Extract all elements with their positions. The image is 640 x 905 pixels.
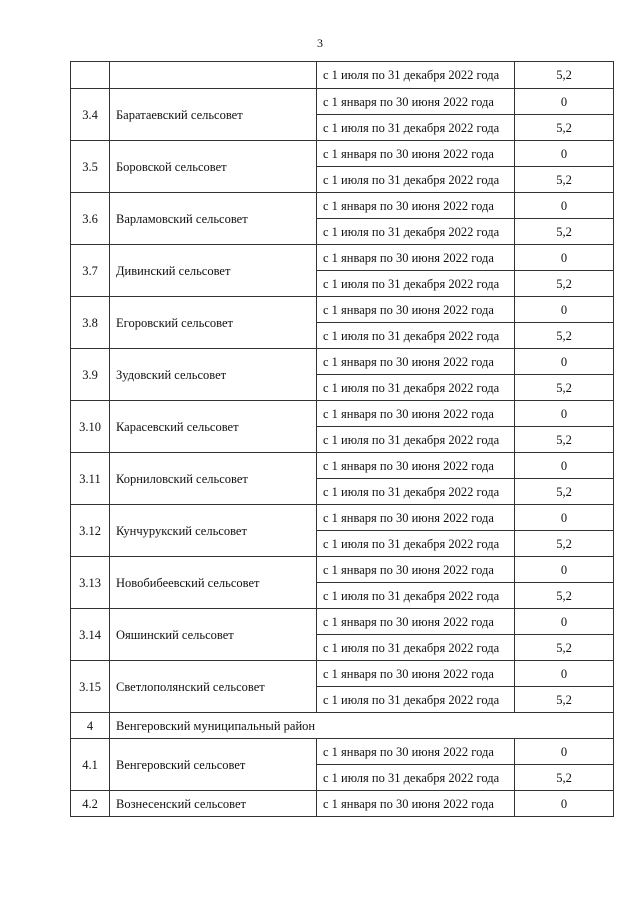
period-cell: с 1 июля по 31 декабря 2022 года [317, 687, 515, 713]
name-cell: Новобибеевский сельсовет [110, 557, 317, 609]
table-row [71, 89, 614, 115]
value-cell: 0 [515, 557, 614, 583]
value-cell: 0 [515, 297, 614, 323]
value-cell: 5,2 [515, 427, 614, 453]
num-cell: 3.7 [71, 245, 110, 297]
num-cell: 3.11 [71, 453, 110, 505]
name-cell: Варламовский сельсовет [110, 193, 317, 245]
table-row [71, 193, 614, 219]
value-cell: 5,2 [515, 115, 614, 141]
table-row [71, 739, 614, 765]
name-cell: Венгеровский сельсовет [110, 739, 317, 791]
period-cell: с 1 июля по 31 декабря 2022 года [317, 219, 515, 245]
period-cell: с 1 июля по 31 декабря 2022 года [317, 427, 515, 453]
num-cell: 3.14 [71, 609, 110, 661]
num-cell: 4.1 [71, 739, 110, 791]
tariff-table-body [71, 62, 614, 817]
table-row [71, 297, 614, 323]
value-cell: 5,2 [515, 583, 614, 609]
period-cell: с 1 января по 30 июня 2022 года [317, 557, 515, 583]
period-cell: с 1 июля по 31 декабря 2022 года [317, 765, 515, 791]
period-cell: с 1 июля по 31 декабря 2022 года [317, 531, 515, 557]
period-cell: с 1 января по 30 июня 2022 года [317, 141, 515, 167]
period-cell: с 1 января по 30 июня 2022 года [317, 453, 515, 479]
name-cell: Вознесенский сельсовет [110, 791, 317, 817]
num-cell: 3.9 [71, 349, 110, 401]
period-cell: с 1 июля по 31 декабря 2022 года [317, 62, 515, 89]
name-cell: Зудовский сельсовет [110, 349, 317, 401]
value-cell: 5,2 [515, 167, 614, 193]
table-row [71, 557, 614, 583]
period-cell: с 1 января по 30 июня 2022 года [317, 505, 515, 531]
table-row [71, 62, 614, 89]
period-cell: с 1 января по 30 июня 2022 года [317, 401, 515, 427]
table-row [71, 401, 614, 427]
table-row [71, 713, 614, 739]
num-cell: 3.13 [71, 557, 110, 609]
period-cell: с 1 января по 30 июня 2022 года [317, 739, 515, 765]
value-cell: 5,2 [515, 479, 614, 505]
table-row [71, 791, 614, 817]
value-cell: 0 [515, 89, 614, 115]
table-row [71, 661, 614, 687]
period-cell: с 1 января по 30 июня 2022 года [317, 245, 515, 271]
value-cell: 0 [515, 401, 614, 427]
num-cell [71, 62, 110, 89]
period-cell: с 1 июля по 31 декабря 2022 года [317, 375, 515, 401]
name-cell [110, 62, 317, 89]
num-cell: 3.5 [71, 141, 110, 193]
period-cell: с 1 июля по 31 декабря 2022 года [317, 167, 515, 193]
num-cell: 3.15 [71, 661, 110, 713]
period-cell: с 1 января по 30 июня 2022 года [317, 297, 515, 323]
num-cell: 3.10 [71, 401, 110, 453]
value-cell: 0 [515, 245, 614, 271]
period-cell: с 1 июля по 31 декабря 2022 года [317, 323, 515, 349]
table-row [71, 141, 614, 167]
name-cell: Светлополянский сельсовет [110, 661, 317, 713]
value-cell: 0 [515, 453, 614, 479]
value-cell: 5,2 [515, 323, 614, 349]
period-cell: с 1 января по 30 июня 2022 года [317, 609, 515, 635]
period-cell: с 1 июля по 31 декабря 2022 года [317, 479, 515, 505]
name-cell: Карасевский сельсовет [110, 401, 317, 453]
district-num-cell: 4 [71, 713, 110, 739]
num-cell: 3.4 [71, 89, 110, 141]
value-cell: 5,2 [515, 635, 614, 661]
period-cell: с 1 июля по 31 декабря 2022 года [317, 635, 515, 661]
period-cell: с 1 июля по 31 декабря 2022 года [317, 115, 515, 141]
value-cell: 0 [515, 505, 614, 531]
name-cell: Баратаевский сельсовет [110, 89, 317, 141]
page-number: 3 [317, 36, 323, 50]
value-cell: 0 [515, 349, 614, 375]
value-cell: 0 [515, 791, 614, 817]
num-cell: 3.8 [71, 297, 110, 349]
table-row [71, 609, 614, 635]
num-cell: 3.6 [71, 193, 110, 245]
period-cell: с 1 января по 30 июня 2022 года [317, 193, 515, 219]
period-cell: с 1 января по 30 июня 2022 года [317, 661, 515, 687]
name-cell: Корниловский сельсовет [110, 453, 317, 505]
period-cell: с 1 июля по 31 декабря 2022 года [317, 583, 515, 609]
period-cell: с 1 января по 30 июня 2022 года [317, 89, 515, 115]
value-cell: 0 [515, 661, 614, 687]
num-cell: 3.12 [71, 505, 110, 557]
period-cell: с 1 января по 30 июня 2022 года [317, 791, 515, 817]
period-cell: с 1 июля по 31 декабря 2022 года [317, 271, 515, 297]
value-cell: 5,2 [515, 62, 614, 89]
value-cell: 5,2 [515, 219, 614, 245]
name-cell: Боровской сельсовет [110, 141, 317, 193]
district-name-cell: Венгеровский муниципальный район [110, 713, 614, 739]
table-row [71, 453, 614, 479]
value-cell: 5,2 [515, 765, 614, 791]
value-cell: 0 [515, 739, 614, 765]
name-cell: Егоровский сельсовет [110, 297, 317, 349]
value-cell: 5,2 [515, 687, 614, 713]
period-cell: с 1 января по 30 июня 2022 года [317, 349, 515, 375]
tariff-table [70, 61, 614, 817]
value-cell: 0 [515, 141, 614, 167]
value-cell: 5,2 [515, 531, 614, 557]
name-cell: Дивинский сельсовет [110, 245, 317, 297]
value-cell: 0 [515, 193, 614, 219]
value-cell: 5,2 [515, 375, 614, 401]
num-cell: 4.2 [71, 791, 110, 817]
table-row [71, 505, 614, 531]
table-row [71, 349, 614, 375]
table-row [71, 245, 614, 271]
value-cell: 0 [515, 609, 614, 635]
value-cell: 5,2 [515, 271, 614, 297]
name-cell: Ояшинский сельсовет [110, 609, 317, 661]
name-cell: Кунчурукский сельсовет [110, 505, 317, 557]
